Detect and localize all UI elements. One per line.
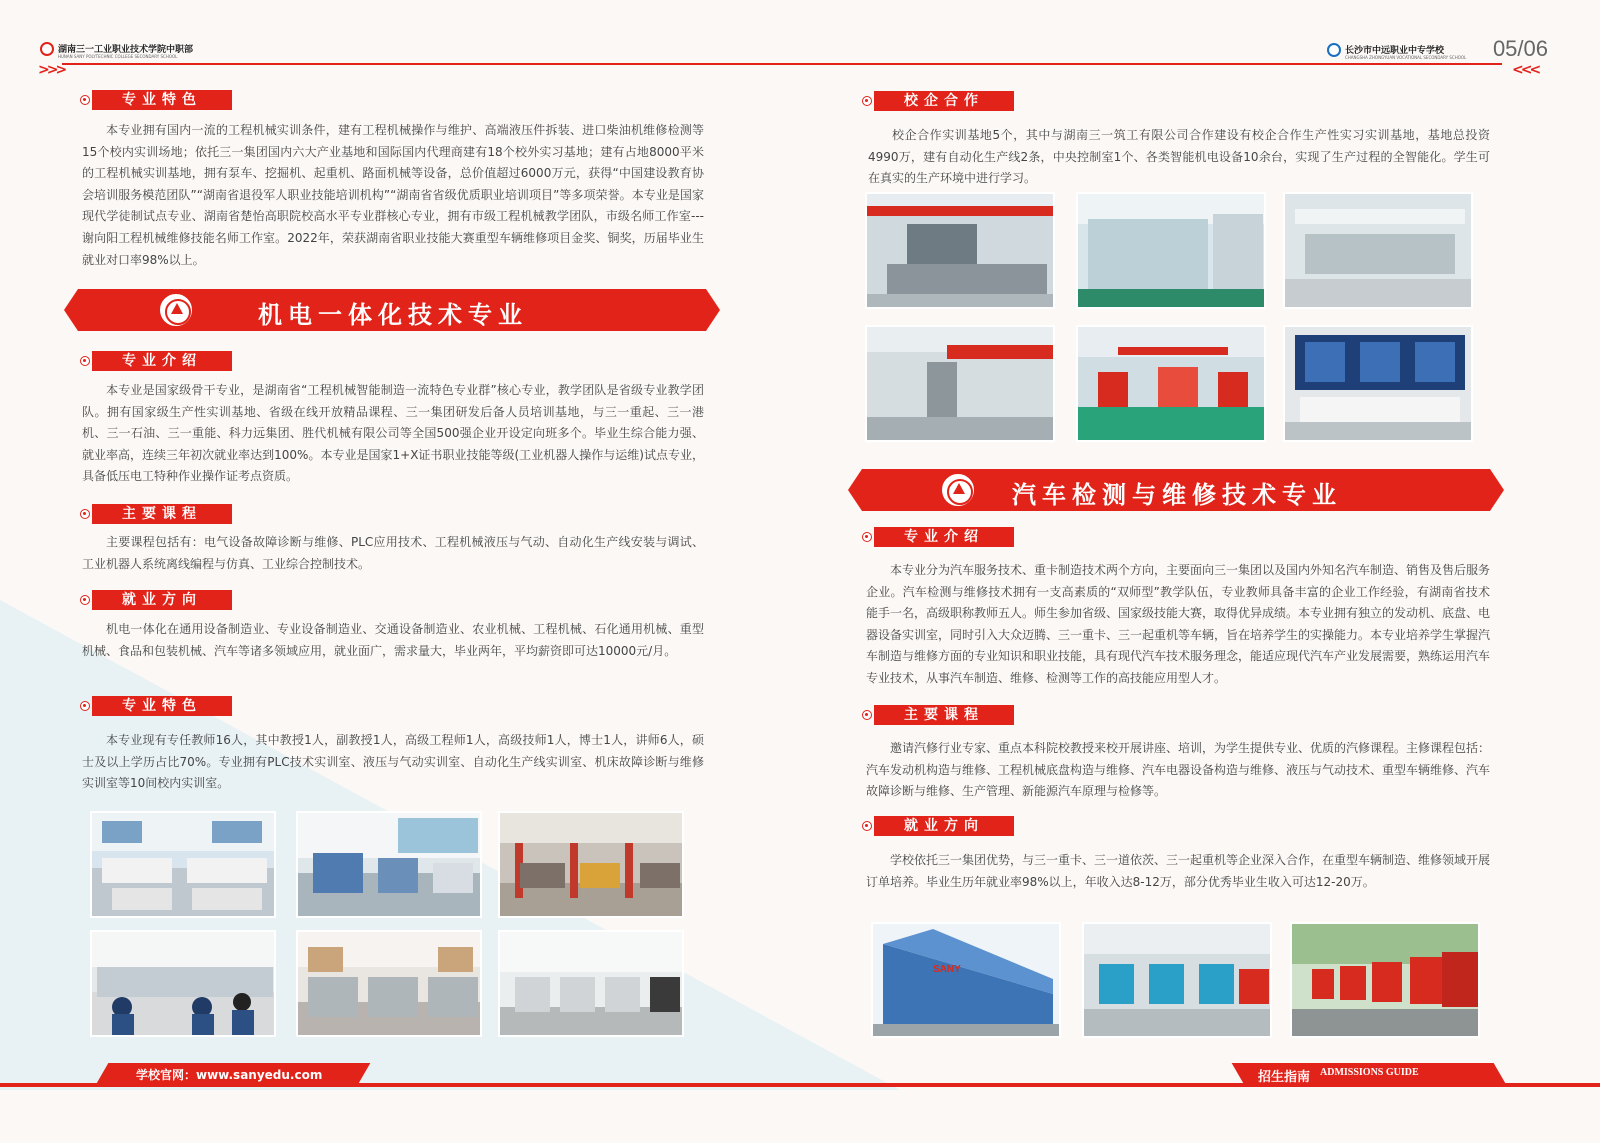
paragraph: 机电一体化在通用设备制造业、专业设备制造业、交通设备制造业、农业机械、工程机械、石化通用机械、重型机械、食品和包装机械、汽车等诸多领域应用，就业面广，需求量大，毕业两年，平均薪资即可达10000元/月。 — [82, 622, 704, 658]
sany-emblem-icon — [942, 474, 974, 506]
svg-text:SANY: SANY — [933, 964, 961, 975]
paragraph: 本专业拥有国内一流的工程机械实训条件，建有工程机械操作与维护、高端液压件拆装、进口柴油机维修检测等15个校内实训场地；依托三一集团国内六大产业基地和国际国内代理商建有18个校外实习基地；建有占地8000平米的工程机械实训基地，拥有泵车、挖掘机、起重机、路面机械等设备，总价值超过6000万元，获得“中国建设教育协会培训服务模范团队”“湖南省退役军人职业技能培训机构”“湖南省省级优质职业培训项目”等多项荣誉。本专业是国家现代学徒制试点专业、湖南省楚怡高职院校高水平专业群核心专业，拥有市级工程机械教学团队，市级名师工作室---谢向阳工程机械维修技能名师工作室。2022年，荣获湖南省职业技能大赛重型车辆维修项目金奖、铜奖，历届毕业生就业对口率98%以上。 — [82, 123, 704, 267]
robot-arm-photo — [865, 325, 1055, 442]
paragraph: 本专业现有专任教师16人，其中教授1人，副教授1人，高级工程师1人，高级技师1人，博士1人，讲师6人，硕士及以上学历占比70%。专业拥有PLC技术实训室、液压与气动实训室、自动化生产线实训室、机床故障诊断与维修实训室等10间校内实训室。 — [82, 733, 704, 791]
partner-school-logo-icon — [1327, 43, 1341, 57]
section-bullet-icon — [862, 821, 872, 831]
control-room-photo — [1283, 325, 1473, 442]
section-bullet-icon — [862, 532, 872, 542]
section-label: 就业方向 — [874, 816, 1014, 836]
training-room-photo — [296, 811, 482, 918]
admissions-guide-title: 招生指南 — [1258, 1070, 1311, 1085]
section-label: 主要课程 — [92, 504, 232, 524]
school-logo-icon — [40, 42, 54, 56]
section-bullet-icon — [862, 710, 872, 720]
right-school-name-en: CHANGSHA ZHONGYUAN VOCATIONAL SECONDARY SCHOOL — [1345, 55, 1467, 60]
section-bullet-icon — [80, 701, 90, 711]
school-website: 学校官网：www.sanyedu.com — [136, 1068, 323, 1082]
paragraph: 邀请汽修行业专家、重点本科院校教授来校开展讲座、培训，为学生提供专业、优质的汽修课程。主修课程包括：汽车发动机构造与维修、工程机械底盘构造与维修、汽车电器设备构造与维修、液压与气动技术、重型车辆维修、汽车故障诊断与维修、生产管理、新能源汽车原理与检修等。 — [866, 741, 1491, 799]
section-label: 专业介绍 — [874, 527, 1014, 547]
paragraph: 本专业是国家级骨干专业，是湖南省“工程机械智能制造一流特色专业群”核心专业，教学团队是省级专业教学团队。拥有国家级生产性实训基地、省级在线开放精品课程、三一集团研发后备人员培训基地，与三一重起、三一港机、三一石油、三一重能、科力远集团、胜代机械有限公司等全国500强企业开设定向班多个。毕业生综合能力强、就业率高，连续三年初次就业率达到100%。本专业是国家1+X证书职业技能等级(工业机器人操作与运维)试点专业，具备低压电工特种作业操作证考点资质。 — [82, 383, 704, 484]
right-school-name: 长沙市中远职业中专学校 — [1345, 46, 1445, 56]
training-room-photo — [90, 811, 276, 918]
paragraph: 本专业分为汽车服务技术、重卡制造技术两个方向，主要面向三一集团以及国内外知名汽车制造、销售及售后服务企业。汽车检测与维修技术拥有一支高素质的“双师型”教学队伍，专业教师具备丰富的企业工作经验，有湖南省技术能手一名，高级职称教师五人。师生参加省级、国家级技能大赛，取得优异成绩。本专业拥有独立的发动机、底盘、电器设备实训室，同时引入大众迈腾、三一重卡、三一起重机等车辆，旨在培养学生的实操能力。本专业培养学生掌握汽车制造与维修方面的专业知识和职业技能，具有现代汽车技术服务理念，能适应现代汽车产业发展需要，熟练运用汽车专业技术，从事汽车制造、维修、检测等工作的高技能应用型人才。 — [866, 563, 1491, 685]
section-label: 专业特色 — [92, 696, 232, 716]
workshop-floor-photo — [1076, 325, 1266, 442]
section-bullet-icon — [80, 95, 90, 105]
truck-assembly-photo — [1082, 922, 1272, 1038]
training-room-photo — [498, 930, 684, 1037]
workshop-photo — [498, 811, 684, 918]
section-label: 专业介绍 — [92, 351, 232, 371]
paragraph: 学校依托三一集团优势，与三一重卡、三一道依茨、三一起重机等企业深入合作，在重型车辆制造、维修领域开展订单培养。毕业生历年就业率98%以上，年收入达8-12万，部分优秀毕业生收入可达12-20万。 — [866, 853, 1491, 889]
admissions-guide-en: ADMISSIONS GUIDE — [1320, 1067, 1419, 1078]
training-room-photo — [296, 930, 482, 1037]
students-lab-photo — [90, 930, 276, 1037]
page-number: 05/06 — [1492, 36, 1548, 61]
sany-emblem-icon — [160, 294, 192, 326]
paragraph: 校企合作实训基地5个，其中与湖南三一筑工有限公司合作建设有校企合作生产性实习实训基地，基地总投资4990万，建有自动化生产线2条，中央控制室1个、各类智能机电设备10余台，实现了生产过程的全智能化。学生可在真实的生产环境中进行学习。 — [868, 128, 1490, 186]
major-title: 汽车检测与维修技术专业 — [1012, 481, 1342, 509]
factory-photo — [1283, 192, 1473, 309]
warehouse-photo — [1076, 192, 1266, 309]
section-bullet-icon — [80, 595, 90, 605]
section-label: 就业方向 — [92, 590, 232, 610]
section-bullet-icon — [80, 509, 90, 519]
paragraph: 主要课程包括有：电气设备故障诊断与维修、PLC应用技术、工程机械液压与气动、自动化生产线安装与调试、工业机器人系统离线编程与仿真、工业综合控制技术。 — [82, 535, 704, 571]
trucks-fleet-photo — [1290, 922, 1480, 1038]
left-school-name-en: HUNAN SANY POLYTECHNIC COLLEGE SECONDARY SCHOOL — [58, 54, 178, 59]
section-label: 主要课程 — [874, 705, 1014, 725]
major-title: 机电一体化技术专业 — [258, 301, 528, 329]
production-line-photo — [865, 192, 1055, 309]
chevron-left-icon: <<< — [1512, 62, 1539, 78]
section-bullet-icon — [80, 356, 90, 366]
section-bullet-icon — [862, 96, 872, 106]
section-label: 校企合作 — [874, 91, 1014, 111]
left-school-name: 湖南三一工业职业技术学院中职部 — [58, 45, 194, 55]
section-label: 专业特色 — [92, 90, 232, 110]
sany-building-photo — [871, 922, 1061, 1038]
header-rule — [62, 63, 1502, 65]
chevron-right-icon: >>> — [38, 62, 65, 78]
